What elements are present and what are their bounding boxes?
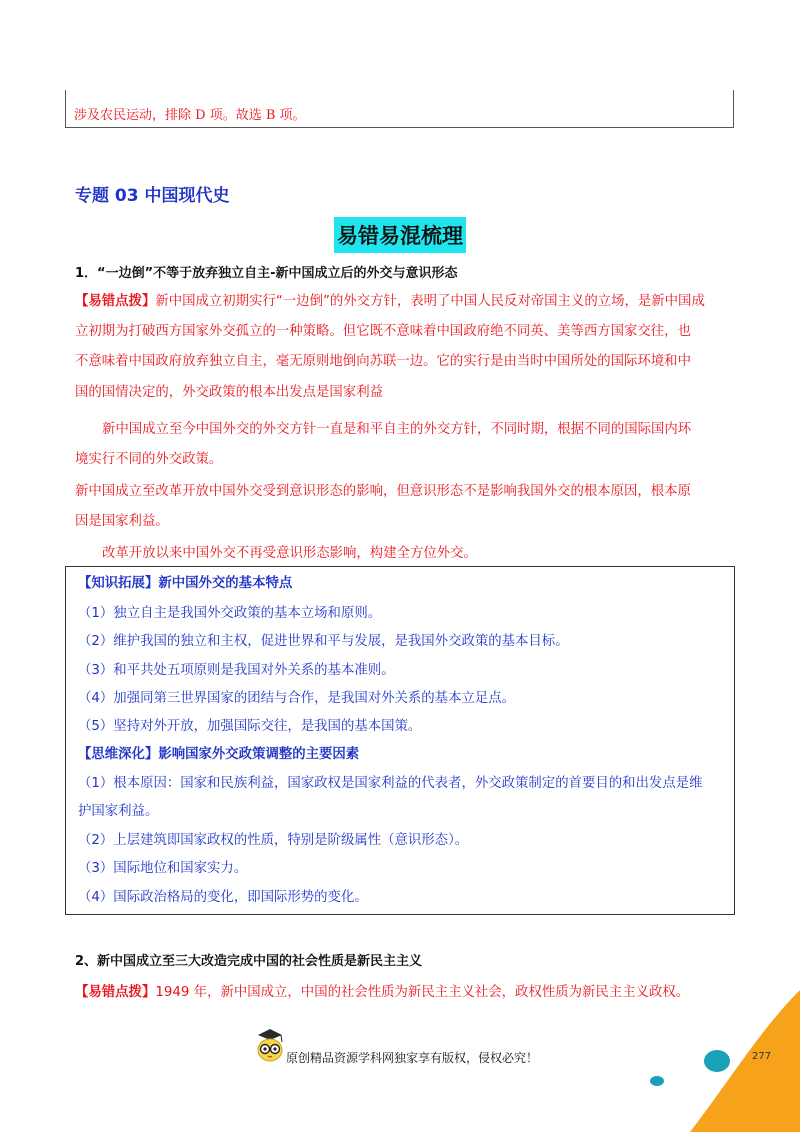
item1-line-6: 新中国成立至改革开放中国外交受到意识形态的影响，但意识形态不是影响我国外交的根本原因，根本原 bbox=[75, 484, 691, 499]
item1-line-0-text: 新中国成立初期实行“一边倒”的外交方针，表明了中国人民反对帝国主义的立场，是新中国成 bbox=[155, 294, 705, 309]
extension-point-5: （5）坚持对外开放，加强国际交往，是我国的基本国策。 bbox=[78, 719, 422, 734]
item1-line-8: 改革开放以来中国外交不再受意识形态影响，构建全方位外交。 bbox=[102, 546, 477, 561]
extension-point-1: （1）独立自主是我国外交政策的基本立场和原则。 bbox=[78, 606, 382, 621]
deepening-point-1: （1）根本原因：国家和民族利益，国家政权是国家利益的代表者，外交政策制定的首要目的和出发点是维 bbox=[78, 776, 703, 791]
item2-text: 1949 年，新中国成立，中国的社会性质为新民主主义社会，政权性质为新民主主义政权。 bbox=[155, 985, 690, 1000]
item1-title: 1．“一边倒”不等于放弃独立自主-新中国成立后的外交与意识形态 bbox=[75, 266, 458, 281]
item1-line-5: 境实行不同的外交政策。 bbox=[75, 452, 223, 467]
banner-title: 易错易混梳理 bbox=[334, 217, 466, 253]
page-number: 277 bbox=[752, 1051, 772, 1062]
extension-title: 【知识拓展】新中国外交的基本特点 bbox=[78, 576, 293, 591]
deepening-point-4: （4）国际政治格局的变化，即国际形势的变化。 bbox=[78, 890, 368, 905]
owl-mascot-icon bbox=[254, 1028, 286, 1064]
previous-answer-text: 涉及农民运动，排除 D 项。故选 B 项。 bbox=[74, 108, 306, 123]
deepening-title: 【思维深化】影响国家外交政策调整的主要因素 bbox=[78, 747, 360, 762]
item2-title: 2、新中国成立至三大改造完成中国的社会性质是新民主主义 bbox=[75, 954, 423, 969]
deepening-point-1-cont: 护国家利益。 bbox=[78, 804, 159, 819]
section-heading: 专题 03 中国现代史 bbox=[75, 186, 230, 206]
deepening-point-3: （3）国际地位和国家实力。 bbox=[78, 861, 248, 876]
item1-line-2: 不意味着中国政府放弃独立自主，毫无原则地倒向苏联一边。它的实行是由当时中国所处的国际环境和中 bbox=[75, 354, 691, 369]
item2-tag: 【易错点拨】 bbox=[75, 985, 156, 1000]
deepening-point-2: （2）上层建筑即国家政权的性质，特别是阶级属性（意识形态）。 bbox=[78, 833, 469, 848]
teal-dot-small bbox=[650, 1076, 664, 1086]
item1-tag: 【易错点拨】 bbox=[75, 294, 156, 309]
item1-line-3: 国的国情决定的，外交政策的根本出发点是国家利益 bbox=[75, 385, 383, 400]
item1-line-1: 立初期为打破西方国家外交孤立的一种策略。但它既不意味着中国政府绝不同英、美等西方国家交往，也 bbox=[75, 324, 691, 339]
extension-point-2: （2）维护我国的独立和主权，促进世界和平与发展，是我国外交政策的基本目标。 bbox=[78, 634, 569, 649]
extension-point-4: （4）加强同第三世界国家的团结与合作，是我国对外关系的基本立足点。 bbox=[78, 691, 516, 706]
item1-line-4: 新中国成立至今中国外交的外交方针一直是和平自主的外交方针，不同时期，根据不同的国际国内环 bbox=[102, 422, 692, 437]
footer-copyright: 原创精品资源学科网独家享有版权，侵权必究！ bbox=[286, 1051, 539, 1065]
extension-point-3: （3）和平共处五项原则是我国对外关系的基本准则。 bbox=[78, 663, 395, 678]
item1-line-7: 因是国家利益。 bbox=[75, 514, 169, 529]
teal-dot-large bbox=[704, 1050, 730, 1072]
